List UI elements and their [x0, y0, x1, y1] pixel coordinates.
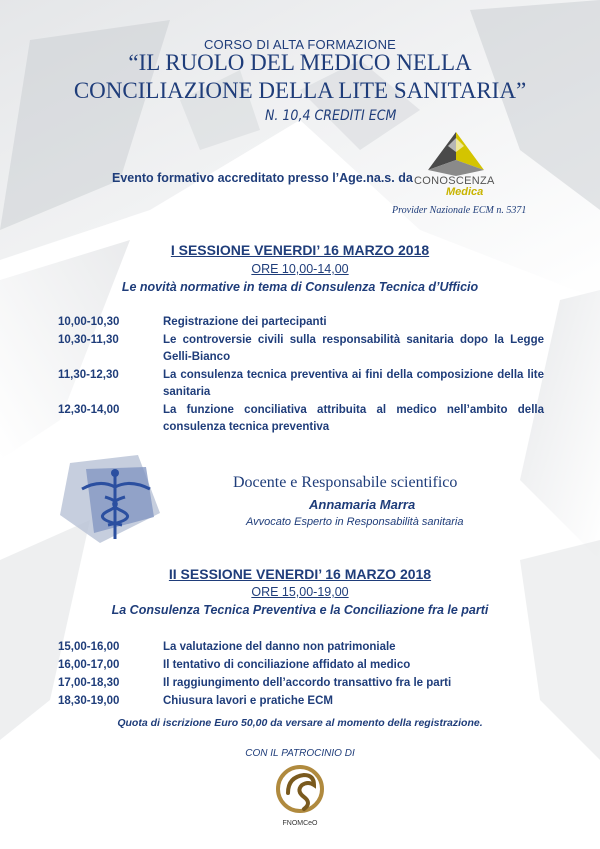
row-time: 18,30-19,00	[58, 695, 120, 707]
row-text: Le controversie civili sulla responsabilità sanitaria dopo la Legge Gelli-Bianco	[163, 334, 544, 363]
schedule-row	[58, 639, 544, 656]
session1-hours: ORE 10,00-14,00	[251, 262, 349, 276]
row-time: 10,30-11,30	[58, 334, 119, 346]
row-text: La valutazione del danno non patrimoniale	[163, 641, 396, 653]
session1-title: I SESSIONE VENERDI’ 16 MARZO 2018	[170, 242, 430, 258]
registration-fee: Quota di iscrizione Euro 50,00 da versare al momento della registrazione.	[117, 717, 483, 729]
fnomceo-logo-icon	[274, 763, 326, 819]
faculty-heading: Docente e Responsabile scientifico	[233, 474, 458, 491]
pyramid-logo-icon	[420, 130, 492, 178]
logo-word-medica: Medica	[446, 186, 484, 198]
conoscenza-medica-logo	[414, 130, 495, 204]
session2-hours: ORE 15,00-19,00	[251, 585, 349, 599]
course-title-line2: CONCILIAZIONE DELLA LITE SANITARIA”	[73, 78, 527, 103]
row-text: Chiusura lavori e pratiche ECM	[163, 695, 333, 707]
course-title-line1: “IL RUOLO DEL MEDICO NELLA	[128, 50, 472, 75]
accreditation-text: Evento formativo accreditato presso l’Age.na.s. da	[112, 171, 413, 185]
schedule-row	[58, 314, 544, 331]
row-time: 12,30-14,00	[58, 404, 120, 416]
patronage-label: CON IL PATROCINIO DI	[245, 748, 355, 759]
schedule-row	[58, 675, 544, 692]
session1-schedule	[58, 314, 544, 437]
row-text: La consulenza tecnica preventiva ai fini della composizione della lite sanitaria	[163, 369, 544, 398]
schedule-row	[58, 693, 544, 710]
schedule-row	[58, 402, 544, 436]
schedule-row	[58, 332, 544, 366]
fnomceo-logo-text: FNOMCeO	[282, 820, 318, 827]
faculty-role: Avvocato Esperto in Responsabilità sanitaria	[246, 516, 464, 528]
session2-title: II SESSIONE VENERDI’ 16 MARZO 2018	[168, 566, 432, 582]
row-text: Registrazione dei partecipanti	[163, 316, 327, 328]
logo-word-conoscenza: CONOSCENZA	[414, 175, 495, 187]
row-time: 10,00-10,30	[58, 316, 120, 328]
row-time: 16,00-17,00	[58, 659, 120, 671]
session1-topic: Le novità normative in tema di Consulenza Tecnica d’Ufficio	[121, 280, 479, 294]
row-text: Il raggiungimento dell’accordo transattivo fra le parti	[163, 677, 452, 689]
course-kicker: CORSO DI ALTA FORMAZIONE	[203, 37, 397, 52]
faculty-name: Annamaria Marra	[309, 497, 416, 512]
row-time: 17,00-18,30	[58, 677, 120, 689]
session2-topic: La Consulenza Tecnica Preventiva e la Conciliazione fra le parti	[111, 603, 489, 617]
caduceus-icon	[60, 455, 170, 547]
ecm-credits: N. 10,4 CREDITI ECM	[265, 108, 397, 124]
row-text: La funzione conciliativa attribuita al medico nell’ambito della consulenza tecnica preventiva	[163, 404, 544, 433]
row-time: 15,00-16,00	[58, 641, 120, 653]
schedule-row	[58, 657, 544, 674]
provider-number: Provider Nazionale ECM n. 5371	[392, 205, 527, 216]
session2-schedule	[58, 639, 544, 711]
row-text: Il tentativo di conciliazione affidato al medico	[163, 659, 411, 671]
schedule-row	[58, 367, 544, 401]
row-time: 11,30-12,30	[58, 369, 119, 381]
